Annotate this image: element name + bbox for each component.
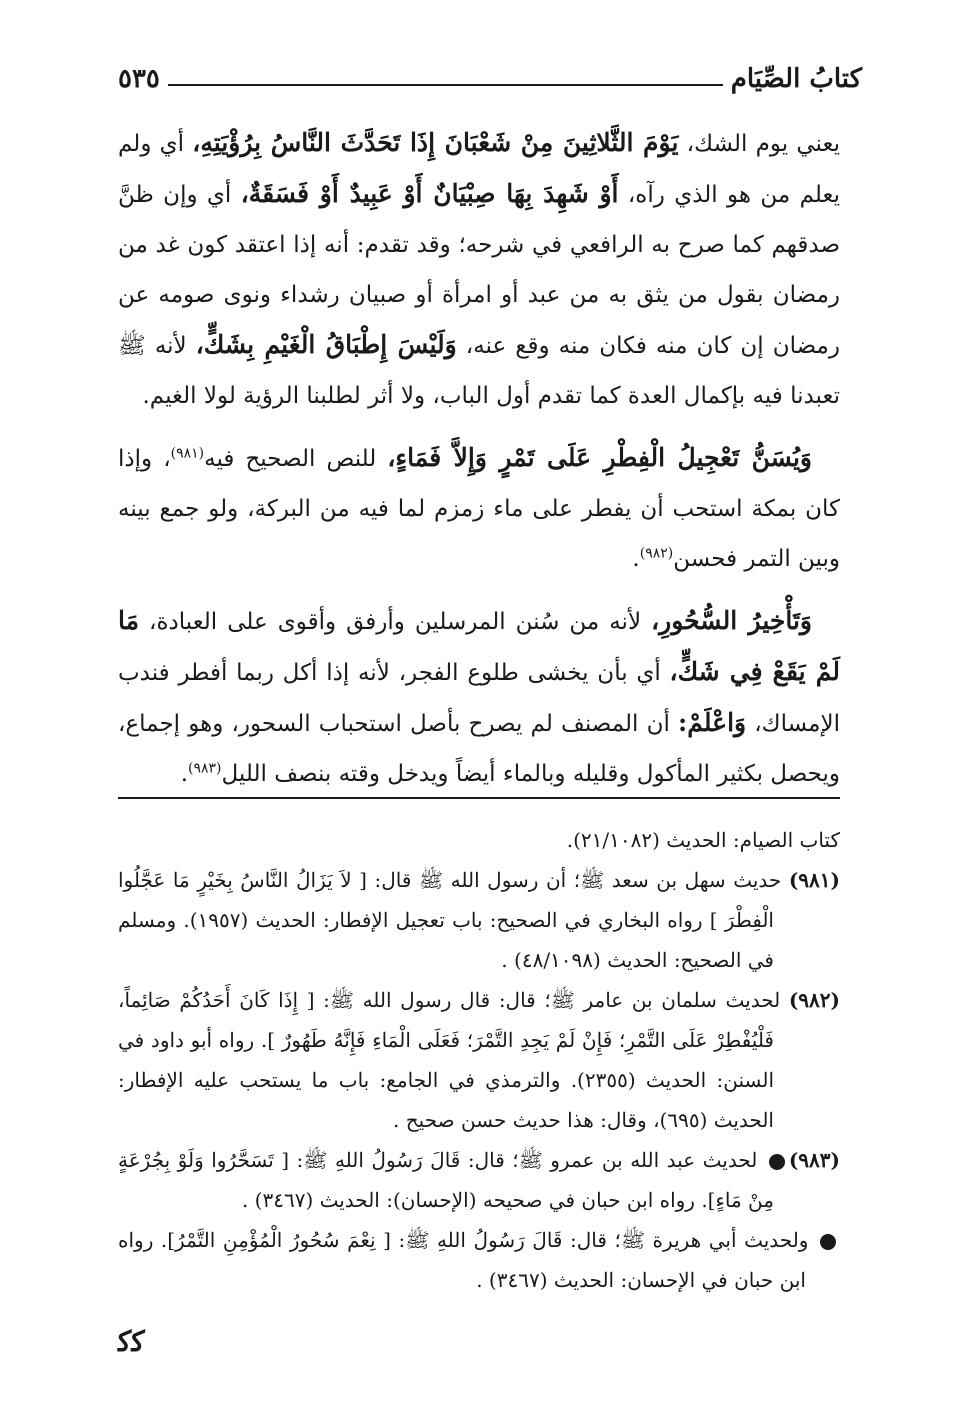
footnote-separator	[118, 797, 840, 799]
footnote-text: ولحديث أبي هريرة ﷺ؛ قال: قَالَ رَسُولُ اللهِ ﷺ: [ نِعْمَ سُحُورُ الْمُؤْمِنِ التَّمْرُ]. رواه ابن حبان في الإحسان: الحديث (٣٤٦٧) .	[118, 1228, 816, 1292]
footnote-ref[interactable]: (٩٨١)	[170, 445, 205, 462]
text-run: يعني يوم الشك،	[678, 131, 840, 157]
text-run: .	[180, 761, 189, 787]
footnote-number: (٩٨٢)	[788, 988, 840, 1012]
running-header	[118, 52, 862, 92]
text-run: أي وإن ظنَّ صدقهم كما صرح به الرافعي في شرحه؛ وقد تقدم: أنه إذا اعتقد كون غد من رمضان بقول من يثق به من عبد أو امرأة أو صبيان رشداء ونوى صومه عن رمضان إن كان منه فكان منه وقع عنه،	[118, 182, 840, 359]
matn-text: مَا لَمْ يَقَعْ فِي شَكٍّ،	[118, 606, 840, 686]
text-run: أي بأن يخشى طلوع الفجر، لأنه إذا أكل ربما أفطر فندب الإمساك،	[118, 660, 840, 737]
catchword: ﮐﮐ	[118, 1325, 145, 1358]
matn-text: يَوْمَ الثَّلاثِينَ مِنْ شَعْبَانَ إِذَا تَحَدَّثَ النَّاسُ بِرُؤْيَتِهِ،	[192, 128, 679, 157]
footnote-981	[118, 860, 840, 980]
text-run: أن المصنف لم يصرح بأصل استحباب السحور، وهو إجماع، ويحصل بكثير المأكول وقليله وبالماء أيضاً ويدخل وقته بنصف الليل	[118, 711, 840, 787]
paragraph-2	[118, 433, 840, 584]
bullet-icon	[769, 1154, 785, 1170]
footnote-983	[118, 1140, 840, 1220]
footnote-text: حديث سهل بن سعد ﷺ؛ أن رسول الله ﷺ قال: [ لاَ يَزَالُ النَّاسُ بِخَيْرٍ مَا عَجَّلُوا الْفِطْرَ ] رواه البخاري في الصحيح: باب تعجيل الإفطار: الحديث (١٩٥٧). ومسلم في الصحيح: الحديث (٤٨/١٠٩٨) .	[118, 868, 789, 972]
footnote-reference-line: كتاب الصيام: الحديث (٢١/١٠٨٢).	[566, 828, 840, 852]
footnote-number: (٩٨١)	[788, 868, 840, 892]
text-run: لأنه ﷺ تعبدنا فيه بإكمال العدة كما تقدم أول الباب، ولا أثر لطلبنا الرؤية لولا الغيم.	[118, 333, 840, 409]
paragraph-1	[118, 118, 840, 421]
footnote-text: لحديث عبد الله بن عمرو ﷺ؛ قال: قَالَ رَسُولُ اللهِ ﷺ: [ تَسَحَّرُوا وَلَوْ بِجُرْعَةٍ مِنْ مَاءٍ]. رواه ابن حبان في صحيحه (الإحسان): الحديث (٣٤٦٧) .	[118, 1148, 774, 1212]
text-run: أي ولم يعلم من هو الذي رآه،	[118, 131, 841, 208]
matn-text: وَلَيْسَ إِطْبَاقُ الْغَيْمِ بِشَكٍّ،	[195, 330, 457, 359]
footnote-982	[118, 980, 840, 1140]
footnote-text: لحديث سلمان بن عامر ﷺ؛ قال: قال رسول الله ﷺ: [ إِذَا كَانَ أَحَدُكُمْ صَائِماً، فَلْيُفْطِرْ عَلَى التَّمْرِ؛ فَإِنْ لَمْ يَجِدِ التَّمْرَ؛ فَعَلَى الْمَاءِ فَإِنَّهُ طَهُورٌ ]. رواه أبو داود في السنن: الحديث (٢٣٥٥). والترمذي في الجامع: باب ما يستحب عليه الإفطار: الحديث (٦٩٥)، وقال: هذا حديث حسن صحيح .	[118, 988, 789, 1132]
header-title: كتابُ الصِّيَام	[730, 64, 862, 94]
text-run: لأنه من سُنن المرسلين وأرفق وأقوى على العبادة،	[139, 609, 652, 635]
footnotes	[118, 820, 840, 1300]
footnote-number: (٩٨٣)	[788, 1148, 840, 1172]
paragraph-3	[118, 596, 840, 799]
matn-text: وَيُسَنُّ تَعْجِيلُ الْفِطْرِ عَلَى تَمْرٍ وَإِلاَّ فَمَاءٍ،	[387, 443, 812, 472]
matn-text: وَاعْلَمْ:	[678, 708, 747, 737]
text-run: .	[632, 546, 640, 572]
main-text	[118, 118, 840, 799]
header-rule	[168, 84, 723, 86]
text-run: للنص الصحيح فيه	[204, 446, 388, 472]
footnote-ref[interactable]: (٩٨٢)	[639, 545, 674, 562]
page-number: ٥٣٥	[118, 64, 160, 94]
bullet-icon	[820, 1234, 836, 1250]
matn-text: أَوْ شَهِدَ بِهَا صِبْيَانٌ أَوْ عَبِيدٌ أَوْ فَسَقَةٌ،	[240, 179, 619, 208]
footnote-983-continued	[118, 1220, 840, 1300]
footnote-ref[interactable]: (٩٨٣)	[188, 760, 222, 777]
matn-text: وَتَأْخِيرُ السُّحُورِ،	[651, 606, 812, 635]
text-run: ، وإذا كان بمكة استحب أن يفطر على ماء زمزم لما فيه من البركة، ولو جمع بينه وبين التمر فحسن	[118, 446, 840, 572]
